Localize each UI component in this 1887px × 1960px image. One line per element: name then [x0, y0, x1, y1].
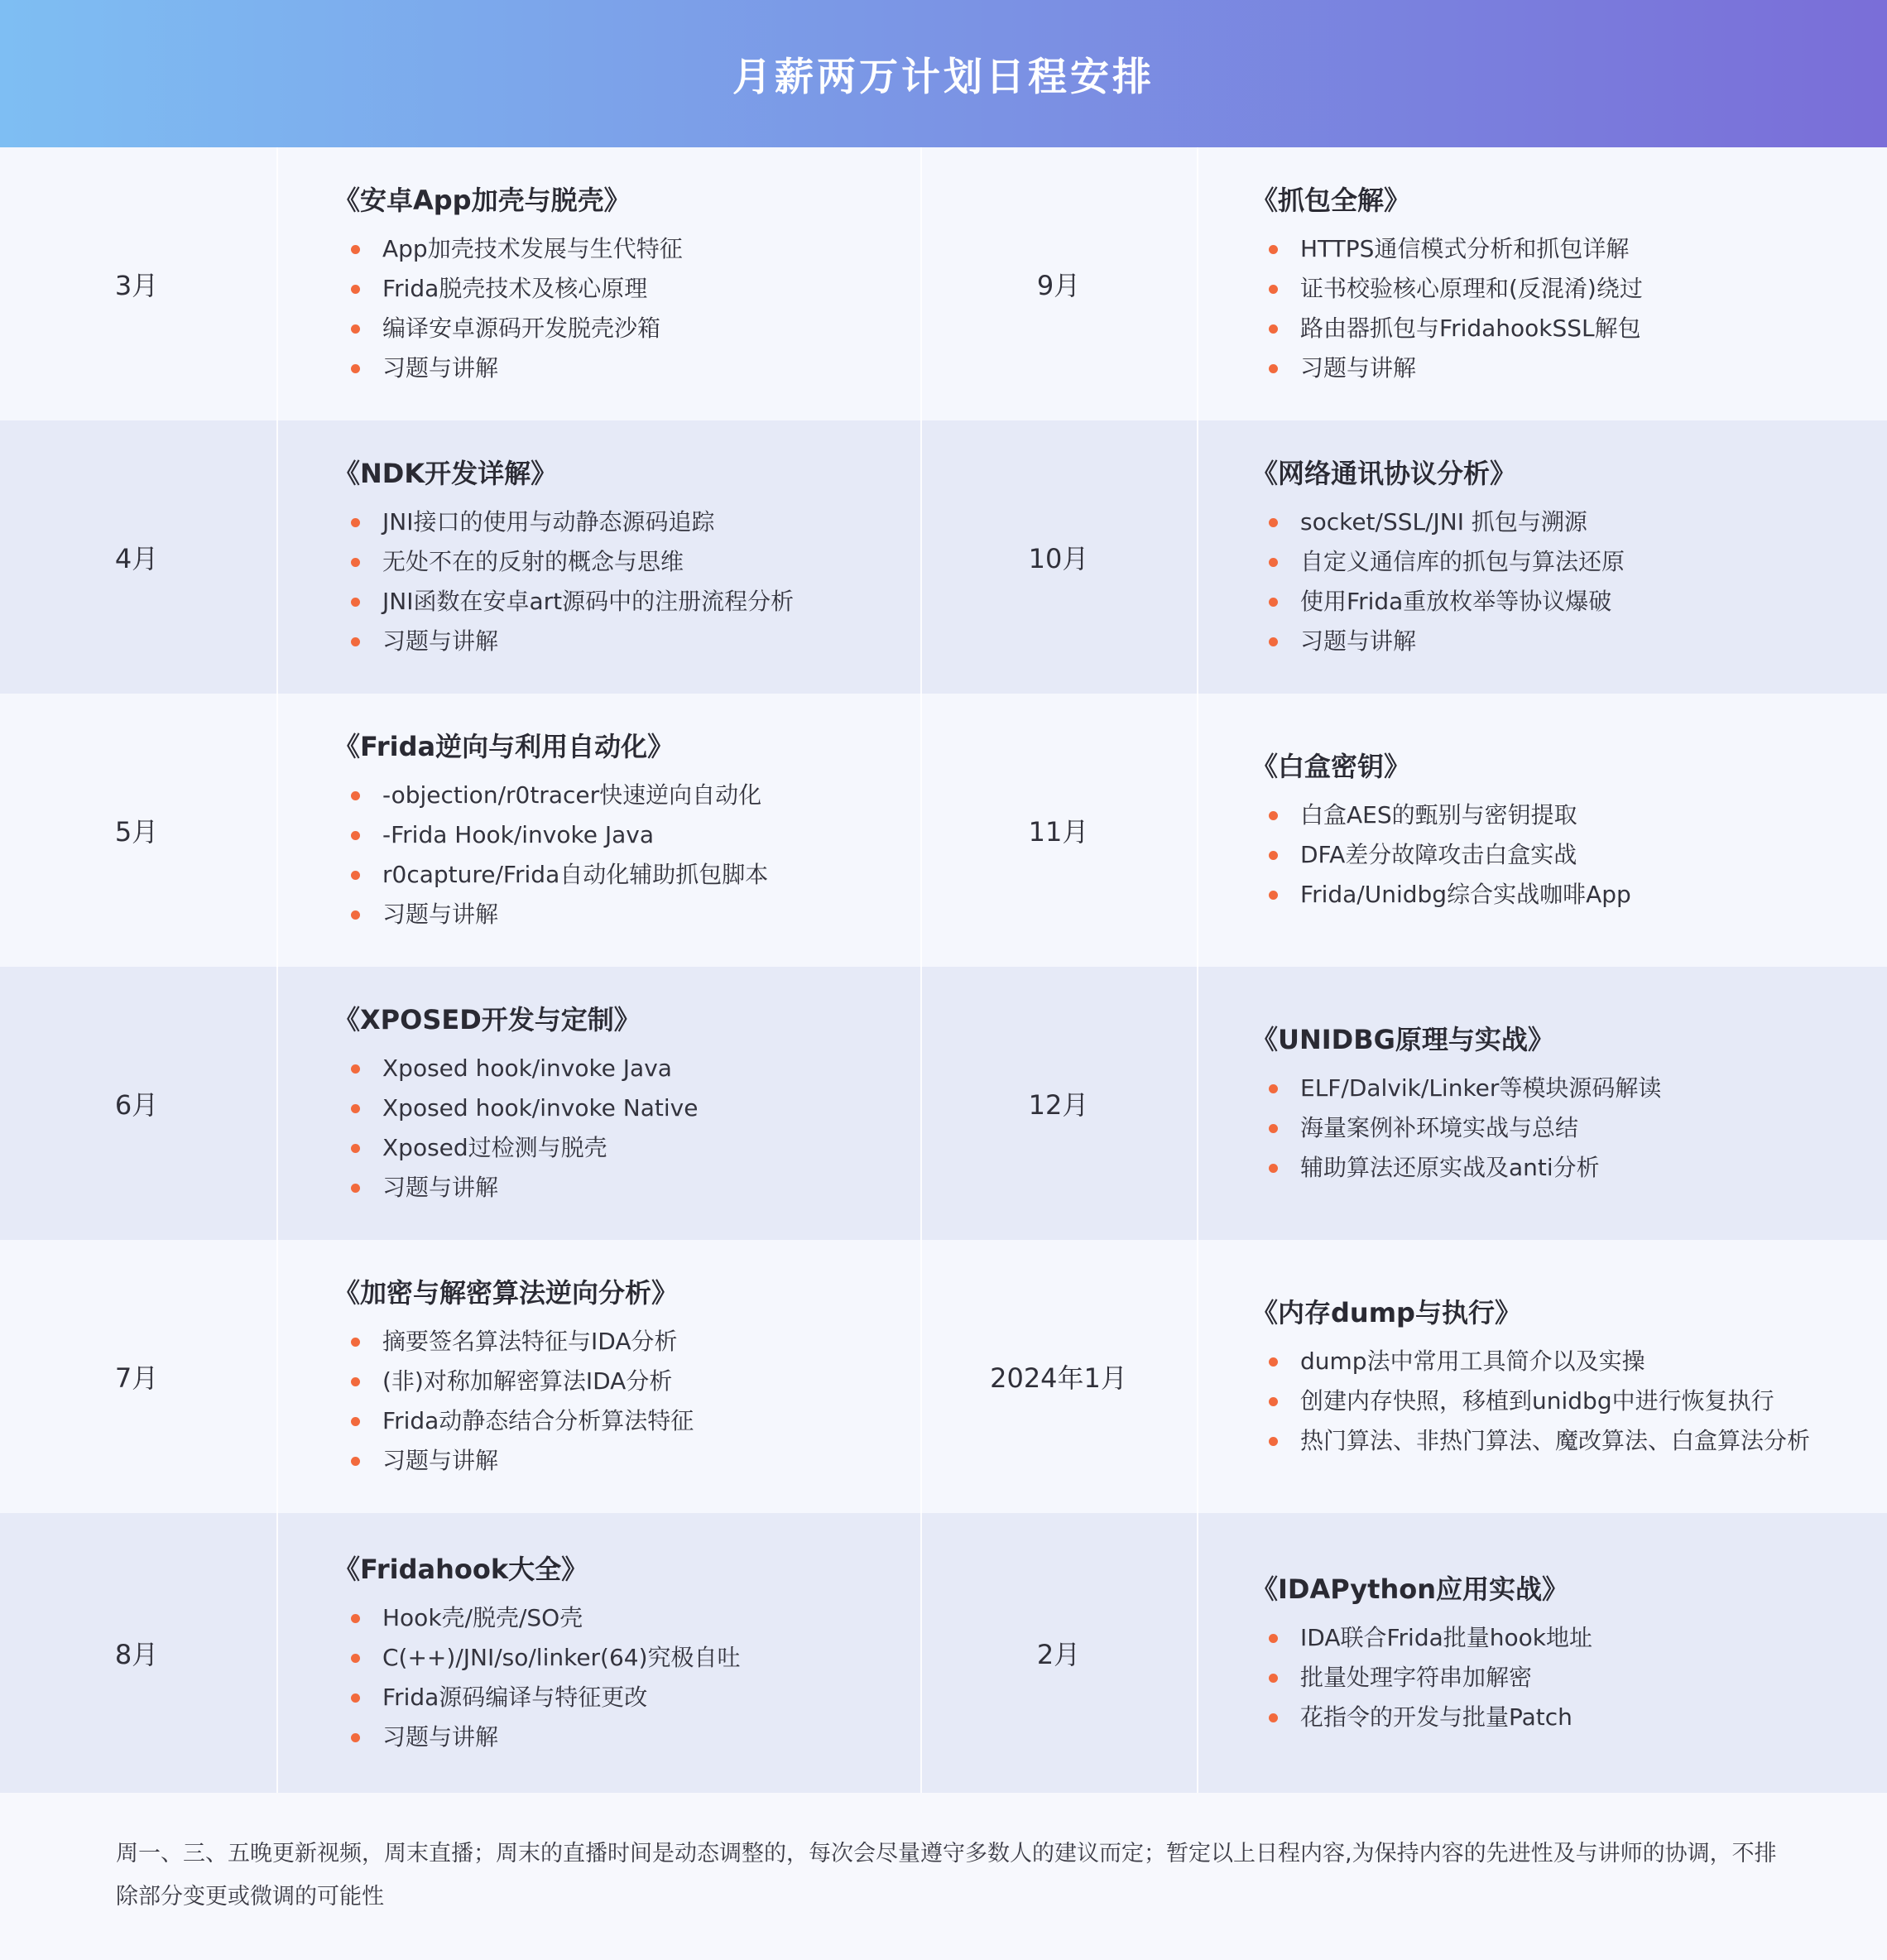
course-topic-text: Frida源码编译与特征更改: [382, 1684, 648, 1711]
schedule-row: [0, 967, 1887, 1240]
course-topic-text: Hook壳/脱壳/SO壳: [382, 1604, 583, 1631]
course-topic-item: [1256, 309, 1872, 348]
course-topic-text: 习题与讲解: [382, 1447, 499, 1474]
course-topic-item: [338, 1322, 909, 1362]
course-topic-list: [338, 776, 909, 934]
bullet-dot-icon: [351, 1654, 360, 1663]
course-topic-item: [338, 776, 909, 815]
schedule-row: [0, 1240, 1887, 1513]
month-label: 9月: [1036, 270, 1081, 301]
bullet-dot-icon: [351, 637, 360, 646]
course-topic-text: JNI函数在安卓art源码中的注册流程分析: [382, 588, 795, 615]
course-topic-list: [1256, 795, 1872, 915]
course-topic-list: [338, 502, 909, 661]
course-block: [334, 967, 909, 1240]
course-block: [1251, 1513, 1872, 1793]
course-topic-item: [1256, 542, 1872, 582]
course-topic-item: [338, 1088, 909, 1128]
month-label: 5月: [114, 816, 159, 848]
course-title: 《NDK开发详解》: [334, 458, 558, 489]
course-topic-text: Frida脱壳技术及核心原理: [382, 275, 648, 302]
course-topic-text: App加壳技术发展与生代特征: [382, 235, 683, 262]
course-topic-item: [1256, 348, 1872, 388]
bullet-dot-icon: [351, 831, 360, 840]
course-topic-text: 无处不在的反射的概念与思维: [382, 548, 684, 575]
course-topic-item: [1256, 269, 1872, 309]
course-topic-text: Xposed过检测与脱壳: [382, 1134, 607, 1161]
course-block: [334, 1240, 909, 1513]
course-topic-item: [338, 622, 909, 661]
course-topic-list: [1256, 1069, 1872, 1188]
course-topic-item: [338, 502, 909, 542]
bullet-dot-icon: [351, 364, 360, 373]
header-banner: [0, 0, 1887, 147]
schedule-row: [0, 1513, 1887, 1793]
schedule-row: [0, 694, 1887, 967]
bullet-dot-icon: [1269, 1124, 1278, 1133]
course-topic-item: [338, 1401, 909, 1441]
course-topic-text: 习题与讲解: [382, 627, 499, 655]
course-block: [1251, 420, 1872, 694]
column-divider: [1197, 1513, 1198, 1793]
course-topic-item: [1256, 1148, 1872, 1188]
schedule-row: [0, 420, 1887, 694]
bullet-dot-icon: [351, 245, 360, 254]
course-block: [334, 1513, 909, 1793]
bullet-dot-icon: [351, 1184, 360, 1193]
bullet-dot-icon: [1269, 851, 1278, 860]
course-topic-item: [1256, 229, 1872, 269]
course-topic-item: [1256, 1381, 1872, 1421]
schedule-row: [0, 147, 1887, 420]
course-topic-text: 自定义通信库的抓包与算法还原: [1300, 548, 1625, 575]
course-topic-text: Xposed hook/invoke Native: [382, 1094, 699, 1122]
column-divider: [276, 147, 278, 420]
month-label: 2月: [1036, 1639, 1081, 1670]
course-topic-item: [1256, 1618, 1872, 1658]
course-topic-item: [338, 582, 909, 622]
course-topic-text: ELF/Dalvik/Linker等模块源码解读: [1300, 1074, 1662, 1102]
course-topic-item: [338, 309, 909, 348]
course-topic-text: 白盒AES的甄别与密钥提取: [1300, 801, 1577, 829]
bullet-dot-icon: [1269, 558, 1278, 567]
bullet-dot-icon: [1269, 245, 1278, 254]
course-topic-text: 辅助算法还原实战及anti分析: [1300, 1154, 1600, 1181]
month-label: 10月: [1028, 543, 1089, 574]
course-topic-text: 创建内存快照，移植到unidbg中进行恢复执行: [1300, 1387, 1774, 1415]
bullet-dot-icon: [351, 558, 360, 567]
bullet-dot-icon: [1269, 1397, 1278, 1406]
bullet-dot-icon: [1269, 637, 1278, 646]
course-topic-item: [1256, 1698, 1872, 1737]
month-label: 4月: [114, 543, 159, 574]
course-topic-text: 习题与讲解: [382, 354, 499, 382]
course-block: [334, 147, 909, 420]
column-divider: [1197, 694, 1198, 967]
course-topic-text: IDA联合Frida批量hook地址: [1300, 1624, 1592, 1651]
course-topic-item: [1256, 1342, 1872, 1381]
course-block: [1251, 147, 1872, 420]
bullet-dot-icon: [351, 791, 360, 800]
bullet-dot-icon: [351, 518, 360, 527]
course-title: 《Frida逆向与利用自动化》: [334, 731, 675, 762]
course-title: 《网络通讯协议分析》: [1251, 458, 1517, 489]
course-topic-item: [338, 348, 909, 388]
course-topic-item: [338, 815, 909, 855]
course-topic-text: 花指令的开发与批量Patch: [1300, 1703, 1572, 1731]
course-topic-list: [338, 229, 909, 388]
course-topic-text: 习题与讲解: [382, 1174, 499, 1201]
bullet-dot-icon: [351, 1457, 360, 1466]
course-topic-text: -objection/r0tracer快速逆向自动化: [382, 781, 762, 809]
course-topic-text: 证书校验核心原理和(反混淆)绕过: [1300, 275, 1643, 302]
course-topic-item: [338, 1441, 909, 1481]
course-block: [334, 420, 909, 694]
course-topic-list: [1256, 502, 1872, 661]
bullet-dot-icon: [351, 1064, 360, 1074]
course-topic-item: [1256, 622, 1872, 661]
course-topic-text: 习题与讲解: [382, 1723, 499, 1751]
month-label: 2024年1月: [990, 1362, 1127, 1394]
course-title: 《UNIDBG原理与实战》: [1251, 1024, 1554, 1055]
bullet-dot-icon: [351, 598, 360, 607]
bullet-dot-icon: [1269, 811, 1278, 820]
course-topic-item: [1256, 582, 1872, 622]
column-divider: [276, 1240, 278, 1513]
bullet-dot-icon: [351, 1338, 360, 1347]
bullet-dot-icon: [351, 1144, 360, 1153]
course-topic-item: [338, 542, 909, 582]
bullet-dot-icon: [1269, 1634, 1278, 1643]
column-divider: [276, 694, 278, 967]
course-topic-item: [1256, 795, 1872, 835]
bullet-dot-icon: [1269, 1357, 1278, 1367]
course-block: [334, 694, 909, 967]
column-divider: [1197, 967, 1198, 1240]
bullet-dot-icon: [1269, 364, 1278, 373]
course-topic-item: [1256, 835, 1872, 875]
footer: [0, 1793, 1887, 1960]
course-topic-text: C(++)/JNI/so/linker(64)究极自吐: [382, 1644, 741, 1671]
course-topic-text: 编译安卓源码开发脱壳沙箱: [382, 315, 661, 342]
footer-note: 周一、三、五晚更新视频，周末直播；周末的直播时间是动态调整的，每次会尽量遵守多数人的建议而定；暂定以上日程内容,为保持内容的先进性及与讲师的协调，不排除部分变更或微调的可能性: [116, 1841, 1777, 1910]
bullet-dot-icon: [351, 324, 360, 334]
column-divider: [1197, 1240, 1198, 1513]
course-topic-item: [338, 1678, 909, 1717]
course-topic-item: [1256, 1421, 1872, 1461]
course-topic-text: Xposed hook/invoke Java: [382, 1054, 672, 1082]
course-title: 《白盒密钥》: [1251, 751, 1411, 782]
bullet-dot-icon: [1269, 891, 1278, 900]
bullet-dot-icon: [351, 1104, 360, 1113]
course-topic-item: [1256, 875, 1872, 915]
bullet-dot-icon: [351, 285, 360, 294]
course-topic-item: [338, 1717, 909, 1757]
course-topic-item: [338, 229, 909, 269]
bullet-dot-icon: [1269, 518, 1278, 527]
month-label: 6月: [114, 1089, 159, 1121]
bullet-dot-icon: [1269, 1674, 1278, 1683]
course-topic-list: [338, 1049, 909, 1208]
course-topic-text: Frida/Unidbg综合实战咖啡App: [1300, 881, 1631, 908]
course-title: 《加密与解密算法逆向分析》: [334, 1277, 679, 1309]
course-title: 《IDAPython应用实战》: [1251, 1573, 1568, 1605]
course-topic-text: dump法中常用工具简介以及实操: [1300, 1348, 1645, 1375]
bullet-dot-icon: [1269, 1164, 1278, 1173]
course-topic-text: 习题与讲解: [1300, 627, 1417, 655]
course-topic-item: [338, 895, 909, 934]
course-topic-list: [1256, 229, 1872, 388]
month-label: 11月: [1028, 816, 1089, 848]
course-topic-item: [338, 1168, 909, 1208]
bullet-dot-icon: [1269, 1084, 1278, 1093]
course-topic-item: [1256, 1069, 1872, 1108]
course-topic-item: [338, 1638, 909, 1678]
course-topic-text: 热门算法、非热门算法、魔改算法、白盒算法分析: [1300, 1427, 1811, 1454]
course-block: [1251, 967, 1872, 1240]
month-label: 12月: [1028, 1089, 1089, 1121]
bullet-dot-icon: [351, 1377, 360, 1386]
course-topic-text: 批量处理字符串加解密: [1300, 1664, 1533, 1691]
bullet-dot-icon: [351, 871, 360, 880]
course-title: 《安卓App加壳与脱壳》: [334, 185, 631, 216]
column-divider: [1197, 147, 1198, 420]
course-topic-item: [338, 855, 909, 895]
course-title: 《内存dump与执行》: [1251, 1297, 1521, 1328]
course-topic-item: [338, 1362, 909, 1401]
course-topic-text: 使用Frida重放枚举等协议爆破: [1300, 588, 1612, 615]
course-topic-text: (非)对称加解密算法IDA分析: [382, 1367, 673, 1395]
course-title: 《Fridahook大全》: [334, 1554, 588, 1585]
course-topic-text: 海量案例补环境实战与总结: [1300, 1114, 1579, 1141]
bullet-dot-icon: [1269, 598, 1278, 607]
course-topic-text: 路由器抓包与FridahookSSL解包: [1300, 315, 1641, 342]
course-topic-list: [338, 1322, 909, 1481]
page-title: 月薪两万计划日程安排: [732, 54, 1155, 100]
month-label: 8月: [114, 1639, 159, 1670]
bullet-dot-icon: [1269, 1713, 1278, 1722]
course-topic-item: [338, 1049, 909, 1088]
course-topic-text: Frida动静态结合分析算法特征: [382, 1407, 694, 1434]
course-topic-text: r0capture/Frida自动化辅助抓包脚本: [382, 861, 769, 888]
course-topic-text: 习题与讲解: [1300, 354, 1417, 382]
month-label: 7月: [114, 1362, 159, 1394]
course-block: [1251, 1240, 1872, 1513]
column-divider: [276, 967, 278, 1240]
course-topic-list: [338, 1598, 909, 1757]
course-topic-text: HTTPS通信模式分析和抓包详解: [1300, 235, 1630, 262]
course-topic-text: 习题与讲解: [382, 901, 499, 928]
course-topic-text: DFA差分故障攻击白盒实战: [1300, 841, 1577, 868]
course-topic-item: [338, 1598, 909, 1638]
course-topic-list: [1256, 1342, 1872, 1461]
course-topic-item: [338, 269, 909, 309]
bullet-dot-icon: [351, 910, 360, 920]
course-title: 《XPOSED开发与定制》: [334, 1004, 641, 1035]
bullet-dot-icon: [351, 1417, 360, 1426]
course-block: [1251, 694, 1872, 967]
course-topic-item: [1256, 502, 1872, 542]
bullet-dot-icon: [351, 1614, 360, 1623]
course-topic-text: -Frida Hook/invoke Java: [382, 821, 654, 848]
bullet-dot-icon: [351, 1733, 360, 1742]
course-title: 《抓包全解》: [1251, 185, 1411, 216]
course-topic-item: [338, 1128, 909, 1168]
course-topic-text: 摘要签名算法特征与IDA分析: [382, 1328, 678, 1355]
course-topic-item: [1256, 1658, 1872, 1698]
bullet-dot-icon: [351, 1693, 360, 1703]
course-topic-list: [1256, 1618, 1872, 1737]
bullet-dot-icon: [1269, 285, 1278, 294]
course-topic-item: [1256, 1108, 1872, 1148]
column-divider: [1197, 420, 1198, 694]
bullet-dot-icon: [1269, 324, 1278, 334]
course-topic-text: JNI接口的使用与动静态源码追踪: [382, 508, 715, 536]
bullet-dot-icon: [1269, 1437, 1278, 1446]
column-divider: [276, 420, 278, 694]
month-label: 3月: [114, 270, 159, 301]
column-divider: [276, 1513, 278, 1793]
course-topic-text: socket/SSL/JNI 抓包与溯源: [1300, 508, 1587, 536]
